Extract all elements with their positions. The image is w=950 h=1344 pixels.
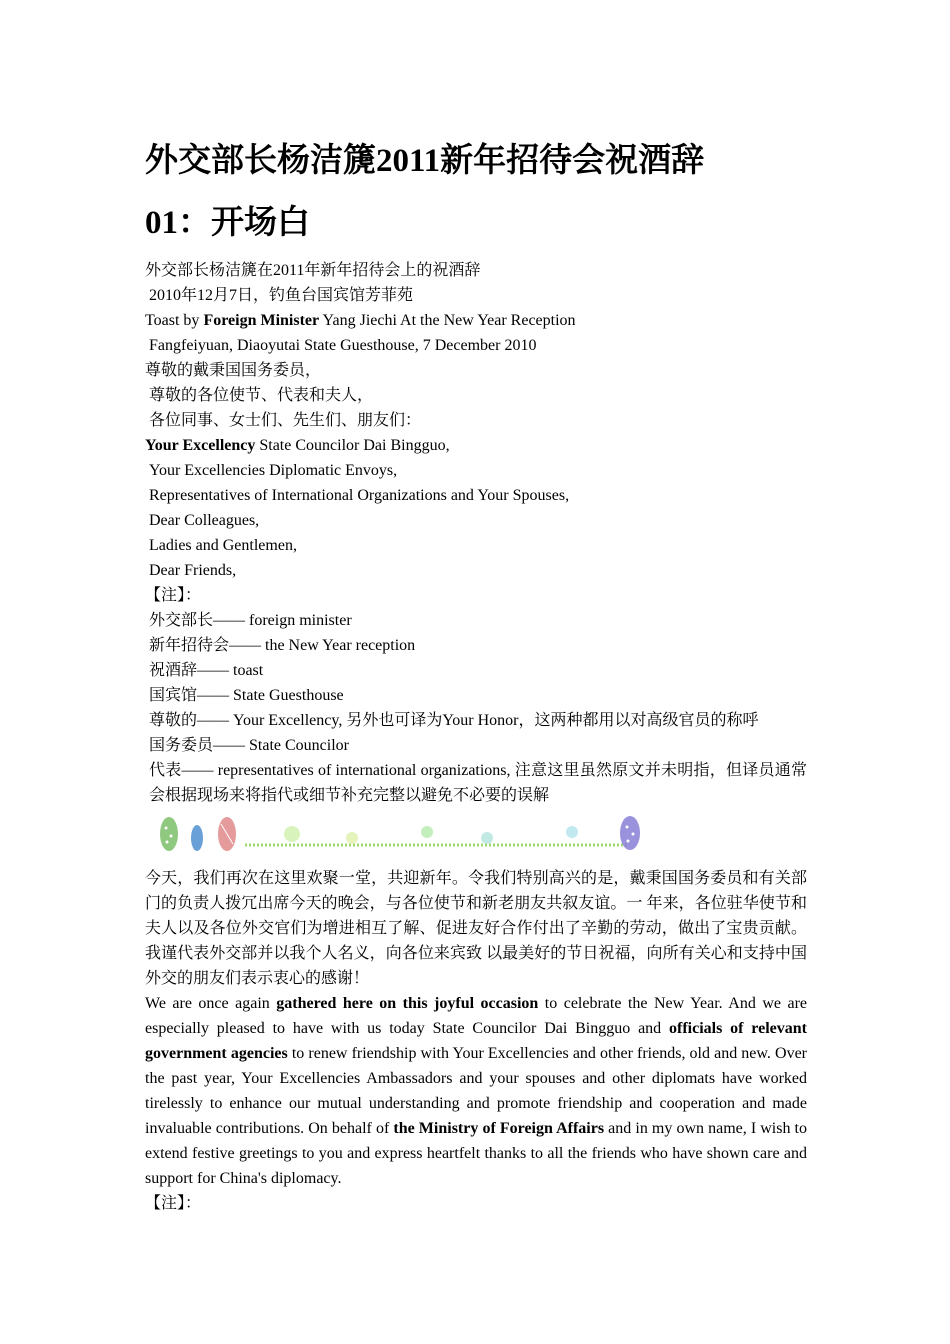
paragraph-en-bold: officials of relevant government agencies: [145, 1020, 807, 1062]
note-item: 祝酒辞—— toast: [149, 662, 264, 679]
leaf-divider-icon: [157, 814, 647, 856]
note-item: 国宾馆—— State Guesthouse: [149, 687, 344, 704]
paragraph-en: [145, 991, 807, 1191]
document-title: 外交部长杨洁篪2011新年招待会祝酒辞: [145, 143, 705, 179]
paragraph-en-text: to celebrate the New Year. And we are especially pleased to have with us today State Councilor Dai Bingguo and: [145, 995, 807, 1037]
cn-title-line: 外交部长杨洁篪在2011年新年招待会上的祝酒辞: [145, 262, 481, 279]
en-greeting-line: Ladies and Gentlemen,: [149, 537, 297, 554]
en-greeting-line: Your Excellencies Diplomatic Envoys,: [149, 462, 398, 479]
section-title: 01：开场白: [145, 205, 310, 241]
paragraph-en-text: We are once again: [145, 995, 277, 1012]
cn-greeting-line: 尊敬的各位使节、代表和夫人，: [149, 387, 374, 404]
en-greeting-rest: State Councilor Dai Bingguo,: [255, 437, 450, 454]
decorative-divider: [145, 814, 807, 860]
cn-greeting-line: 尊敬的戴秉国国务委员，: [145, 362, 322, 379]
note-item: 代表—— representatives of international organizations, 注意这里虽然原文并未明指，但译员通常会根据现场来将指代或细节补充完整以避免不必要的误解: [149, 762, 807, 804]
document-body: [145, 258, 807, 1216]
notes-heading: 【注】：: [145, 587, 202, 604]
en-greeting-line: Representatives of International Organizations and Your Spouses,: [149, 487, 570, 504]
en-toast-post: Yang Jiechi At the New Year Reception: [319, 312, 576, 329]
paragraph-en-text: and in my own name, I wish to extend festive greetings to you and express heartfelt thanks to all the friends who have shown care and support for China's diplomacy.: [145, 1120, 808, 1187]
note-item: 外交部长—— foreign minister: [149, 612, 352, 629]
en-greeting-bold: Your Excellency: [145, 437, 256, 454]
en-toast-bold: Foreign Minister: [203, 312, 320, 329]
cn-greeting-line: 各位同事、女士们、先生们、朋友们：: [149, 412, 422, 429]
en-greeting-line: Dear Colleagues,: [149, 512, 260, 529]
note-item: 新年招待会—— the New Year reception: [149, 637, 416, 654]
paragraph-cn: 今天，我们再次在这里欢聚一堂，共迎新年。令我们特别高兴的是，戴秉国国务委员和有关部门的负责人拨冗出席今天的晚会，与各位使节和新老朋友共叙友谊。一 年来，各位驻华使节和夫人以及各位外交官们为增进相互了解、促进友好合作付出了辛勤的劳动，做出了宝贵贡献。我谨代表外交部并以我个人名义，向各位来宾致 以最美好的节日祝福，向所有关心和支持中国外交的朋友们表示衷心的感谢！: [145, 870, 807, 987]
note-item: 尊敬的—— Your Excellency, 另外也可译为Your Honor，这两种都用以对高级官员的称呼: [149, 712, 759, 729]
paragraph-en-text: to renew friendship with Your Excellencies and other friends, old and new. Over the past year, Your Excellencies Ambassadors and your spouses and other diplomats have worked tirelessly to enhance our mutual understanding and promote friendship and cooperation and made invaluable contributions. On behalf of: [145, 1045, 807, 1137]
notes-heading: 【注】：: [145, 1195, 202, 1212]
cn-date-line: 2010年12月7日，钓鱼台国宾馆芳菲苑: [149, 287, 414, 304]
en-greeting-line: [145, 433, 807, 458]
en-toast-pre: Toast by: [145, 312, 204, 329]
paragraph-en-bold: the Ministry of Foreign Affairs: [393, 1120, 605, 1137]
note-item: 国务委员—— State Councilor: [149, 737, 349, 754]
paragraph-en-bold: gathered here on this joyful occasion: [276, 995, 539, 1012]
en-toast-line: [145, 308, 807, 333]
en-place-line: Fangfeiyuan, Diaoyutai State Guesthouse, 7 December 2010: [149, 337, 537, 354]
en-greeting-line: Dear Friends,: [149, 562, 237, 579]
